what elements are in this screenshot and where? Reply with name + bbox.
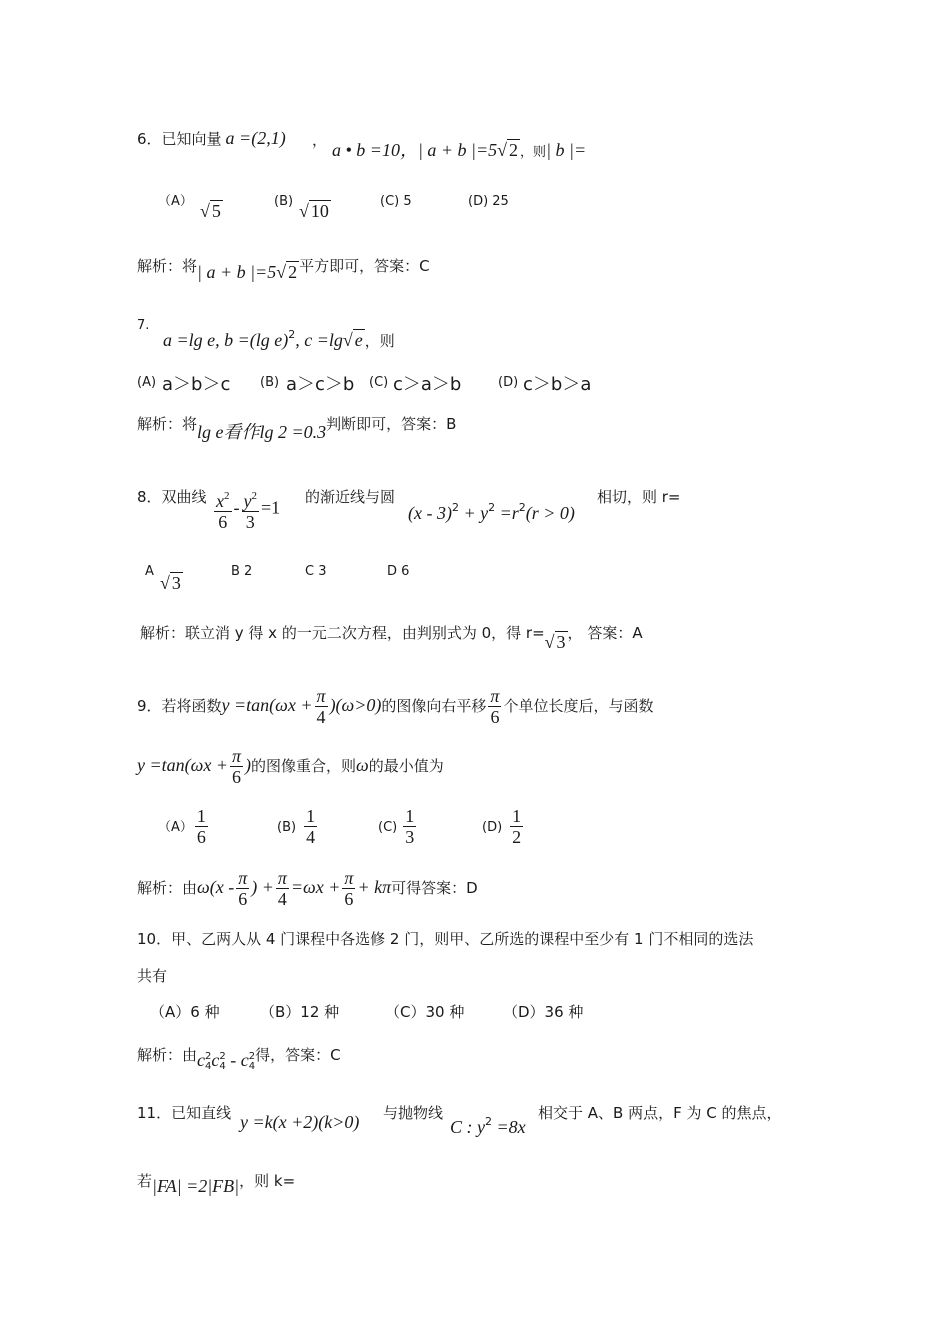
q10-opt-b: （B）12 种 bbox=[260, 1003, 340, 1021]
q8-circle: $(x - 3)^2 + y^2 =r^2(r > 0)$ bbox=[408, 501, 575, 523]
q11-label: 11．已知直线 bbox=[137, 1104, 232, 1122]
q7-opt-c-label: (C) bbox=[369, 375, 389, 390]
q7-label: 7. bbox=[137, 318, 150, 333]
q8-opt-c: C 3 bbox=[305, 564, 327, 579]
q8-opt-a-label: A bbox=[145, 564, 154, 579]
q6-vector-a: a =(2,1) bbox=[225, 128, 286, 148]
q9-opt-c: (C) $\frac{1}{3}$ bbox=[378, 806, 415, 847]
q9-solution: 解析：由ω(x - $\frac{\pi}{6}$ ) + $\frac{\pi}{4}$ =ωx + $\frac{\pi}{6}$ + kπ可得答案：D bbox=[137, 868, 478, 909]
q10-solution: 解析：由c 2 4 c 2 4 - c 2 4 得，答案：C bbox=[137, 1046, 341, 1072]
q6-opt-b-label: (B) bbox=[274, 194, 294, 209]
q8-post: 相切，则 r= bbox=[597, 488, 681, 506]
q6-line bbox=[137, 128, 286, 149]
q6-opt-a-label: （A） bbox=[158, 194, 193, 209]
q10-opt-d: （D）36 种 bbox=[503, 1003, 584, 1021]
sqrt-icon: √ 2 bbox=[497, 140, 519, 160]
q11-mid: 与抛物线 bbox=[383, 1104, 444, 1122]
q6-opt-b: √ 10 bbox=[299, 201, 329, 221]
q6-rest bbox=[332, 140, 586, 163]
q8-solution: 解析：联立消 y 得 x 的一元二次方程，由判别式为 0，得 r=√ 3 ， 答案：A bbox=[140, 624, 643, 652]
q7-opt-b: a＞c＞b bbox=[286, 374, 355, 395]
q6-label: 6．已知向量 bbox=[137, 130, 222, 148]
q7-solution: 解析：将lg e看作lg 2 =0.3判断即可，答案：B bbox=[137, 415, 457, 442]
q8-label: 8．双曲线 bbox=[137, 488, 207, 506]
q11-post: 相交于 A、B 两点，F 为 C 的焦点， bbox=[538, 1104, 782, 1122]
q7-opt-b-label: (B) bbox=[260, 375, 280, 390]
q6-ask: | b |= bbox=[546, 140, 587, 160]
q9-line2: y =tan(ωx + $\frac{\pi}{6}$ )的图像重合，则ω的最小值为 bbox=[137, 746, 444, 787]
q9-opt-a: （A） $\frac{1}{6}$ bbox=[158, 806, 206, 847]
q8-opt-a: √ 3 bbox=[160, 573, 181, 593]
q7-opt-a-label: (A) bbox=[137, 375, 157, 390]
q6-then: ，则 bbox=[520, 145, 547, 160]
q10-line2: 共有 bbox=[137, 967, 168, 985]
q6-opt-d: (D) 25 bbox=[468, 194, 509, 209]
q7-expr: a =lg e, b =(lg e)$^2$, c =lg√ e ，则 bbox=[163, 328, 395, 350]
q11-line-eq: y =k(x +2)(k>0) bbox=[240, 1112, 360, 1132]
q6-solution: 解析：将| a + b |=5√ 2 平方即可，答案：C bbox=[137, 257, 430, 282]
q6-sep: ， bbox=[312, 131, 328, 149]
q7-opt-c: c＞a＞b bbox=[393, 374, 462, 395]
q11-parabola: C : $y^2 =8x$ bbox=[450, 1115, 526, 1137]
q6-opt-a: √ 5 bbox=[200, 201, 221, 221]
q8-hyperbola: $\frac{x^2}{6}$ - $\frac{y^2}{3}$ =1 bbox=[212, 486, 280, 532]
q9-line1: 9．若将函数y =tan(ωx + $\frac{\pi}{4}$ )(ω>0)的图像向右平移 $\frac{\pi}{6}$ 个单位长度后，与函数 bbox=[137, 686, 654, 727]
q8-opt-b: B 2 bbox=[231, 564, 253, 579]
q9-opt-b: (B) $\frac{1}{4}$ bbox=[277, 806, 316, 847]
q10-opt-a: （A）6 种 bbox=[150, 1003, 220, 1021]
q9-opt-d: (D) $\frac{1}{2}$ bbox=[482, 806, 522, 847]
q8-mid: 的渐近线与圆 bbox=[305, 488, 396, 506]
q7-opt-a: a＞b＞c bbox=[162, 374, 231, 395]
q6-sum: ，| a + b |=5 bbox=[399, 140, 498, 160]
q10-opt-c: （C）30 种 bbox=[385, 1003, 465, 1021]
q7-opt-d: c＞b＞a bbox=[523, 374, 592, 395]
q7-opt-d-label: (D) bbox=[498, 375, 519, 390]
q6-dot: a • b =10 bbox=[332, 140, 400, 160]
q8-opt-d: D 6 bbox=[387, 564, 410, 579]
q10-line1: 10．甲、乙两人从 4 门课程中各选修 2 门，则甲、乙所选的课程中至少有 1 门不相同的选法 bbox=[137, 930, 754, 948]
q6-opt-c: (C) 5 bbox=[380, 194, 412, 209]
q11-line2: 若|FA| =2|FB|，则 k= bbox=[137, 1172, 296, 1196]
